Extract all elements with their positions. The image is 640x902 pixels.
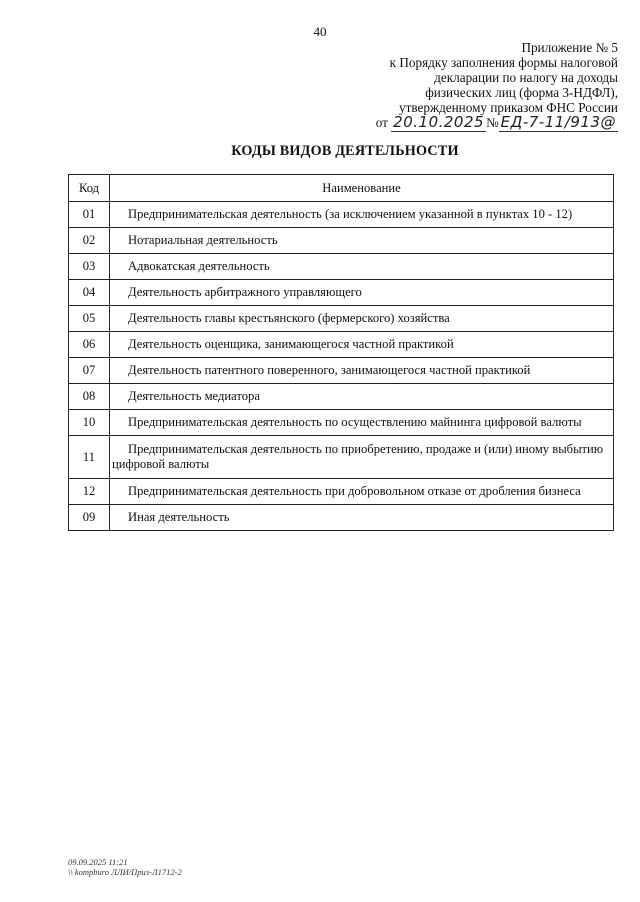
code-cell: 09 bbox=[69, 505, 110, 531]
name-cell: Предпринимательская деятельность по осуществлению майнинга цифровой валюты bbox=[110, 410, 614, 436]
name-cell: Деятельность главы крестьянского (фермерского) хозяйства bbox=[110, 306, 614, 332]
table-row bbox=[69, 436, 614, 479]
name-cell: Нотариальная деятельность bbox=[110, 228, 614, 254]
name-cell: Деятельность арбитражного управляющего bbox=[110, 280, 614, 306]
appendix-text-line: утвержденному приказом ФНС России bbox=[399, 100, 618, 115]
code-cell: 08 bbox=[69, 384, 110, 410]
order-reference bbox=[376, 115, 618, 130]
code-cell: 11 bbox=[69, 436, 110, 479]
handwritten-order-number: ЕД-7-11/913@ bbox=[500, 113, 616, 131]
name-cell: Деятельность медиатора bbox=[110, 384, 614, 410]
name-cell bbox=[110, 436, 614, 479]
appendix-text-line: декларации по налогу на доходы bbox=[434, 70, 618, 85]
name-cell-line: цифровой валюты bbox=[112, 457, 210, 471]
appendix-title: Приложение № 5 bbox=[521, 40, 618, 55]
table-row bbox=[69, 228, 614, 254]
table-header-row bbox=[69, 175, 614, 202]
name-cell: Предпринимательская деятельность при добровольном отказе от дробления бизнеса bbox=[110, 479, 614, 505]
table-row bbox=[69, 410, 614, 436]
table-row bbox=[69, 332, 614, 358]
handwritten-date: 20.10.2025 bbox=[393, 113, 485, 131]
code-cell: 07 bbox=[69, 358, 110, 384]
page-number: 40 bbox=[313, 24, 327, 39]
code-cell: 10 bbox=[69, 410, 110, 436]
number-prefix: № bbox=[486, 115, 499, 130]
name-column-header: Наименование bbox=[110, 175, 614, 202]
code-cell: 01 bbox=[69, 202, 110, 228]
code-cell: 02 bbox=[69, 228, 110, 254]
activity-codes-table bbox=[68, 174, 614, 531]
name-cell: Деятельность патентного поверенного, занимающегося частной практикой bbox=[110, 358, 614, 384]
table-row bbox=[69, 202, 614, 228]
print-timestamp: 09.09.2025 11:21 bbox=[68, 857, 128, 867]
code-cell: 06 bbox=[69, 332, 110, 358]
table-row bbox=[69, 358, 614, 384]
code-cell: 03 bbox=[69, 254, 110, 280]
document-title: КОДЫ ВИДОВ ДЕЯТЕЛЬНОСТИ bbox=[231, 143, 459, 159]
name-cell: Иная деятельность bbox=[110, 505, 614, 531]
name-cell: Деятельность оценщика, занимающегося частной практикой bbox=[110, 332, 614, 358]
appendix-text-line: к Порядку заполнения формы налоговой bbox=[389, 55, 618, 70]
table-row bbox=[69, 254, 614, 280]
name-cell: Адвокатская деятельность bbox=[110, 254, 614, 280]
code-column-header: Код bbox=[69, 175, 110, 202]
file-path: \\ kompburo ЛЛИ/Приз-Л1712-2 bbox=[68, 867, 182, 877]
name-cell: Предпринимательская деятельность (за исключением указанной в пунктах 10 - 12) bbox=[110, 202, 614, 228]
table-row bbox=[69, 479, 614, 505]
code-cell: 05 bbox=[69, 306, 110, 332]
appendix-header bbox=[376, 40, 618, 130]
table-row bbox=[69, 306, 614, 332]
print-footer bbox=[68, 857, 182, 877]
date-prefix: от bbox=[375, 115, 388, 130]
appendix-text-line: физических лиц (форма 3-НДФЛ), bbox=[425, 85, 618, 100]
table-row bbox=[69, 280, 614, 306]
table-row bbox=[69, 384, 614, 410]
name-cell-line: Предпринимательская деятельность по приобретению, продаже и (или) иному выбытию bbox=[128, 442, 604, 456]
code-cell: 12 bbox=[69, 479, 110, 505]
code-cell: 04 bbox=[69, 280, 110, 306]
table-row bbox=[69, 505, 614, 531]
